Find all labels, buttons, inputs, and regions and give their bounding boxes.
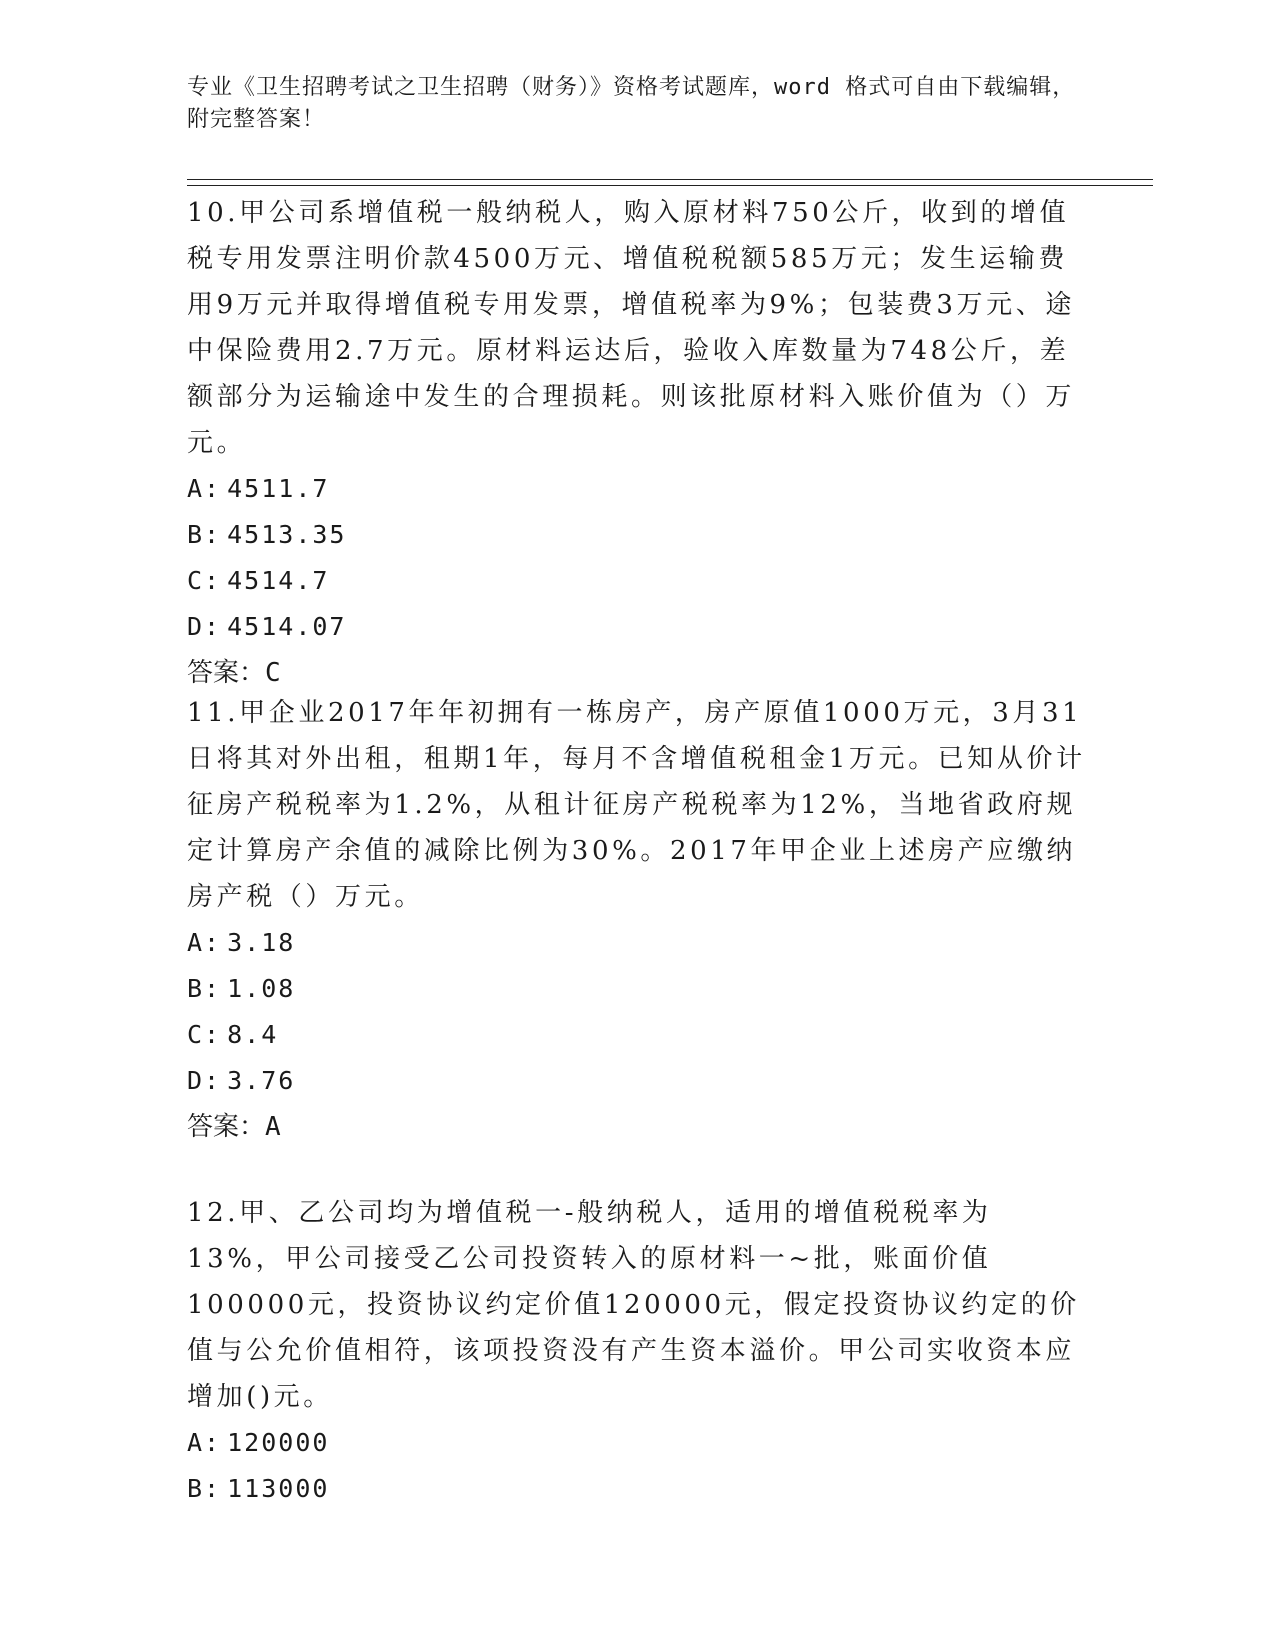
option-b [187, 1466, 1087, 1512]
option-c [187, 558, 1087, 604]
option-value: 120000 [227, 1428, 330, 1457]
option-letter: B: [187, 974, 222, 1003]
option-value: 4514.07 [227, 612, 347, 641]
option-letter: B: [187, 520, 222, 549]
option-b [187, 966, 1087, 1012]
document-header [187, 72, 1087, 136]
option-a [187, 466, 1087, 512]
option-letter: C: [187, 1020, 222, 1049]
option-c [187, 1012, 1087, 1058]
option-a [187, 1420, 1087, 1466]
header-divider-line-double [187, 185, 1153, 186]
option-value: 4513.35 [227, 520, 347, 549]
option-a [187, 920, 1087, 966]
question-12 [187, 1190, 1087, 1512]
option-value: 1.08 [227, 974, 296, 1003]
option-b [187, 512, 1087, 558]
answer-label: 答案： [187, 1112, 266, 1142]
question-stem: 11.甲企业2017年年初拥有一栋房产，房产原值1000万元，3月31日将其对外出租，租期1年，每月不含增值税租金1万元。已知从价计征房产税税率为1.2%，从租计征房产税税率为12%，当地省政府规定计算房产余值的减除比例为30%。2017年甲企业上述房产应缴纳房产税（）万元。 [187, 698, 1086, 912]
option-letter: D: [187, 612, 222, 641]
option-letter: D: [187, 1066, 222, 1095]
answer-value: C [265, 658, 281, 688]
option-letter: A: [187, 1428, 222, 1457]
option-value: 4511.7 [227, 474, 330, 503]
option-d [187, 604, 1087, 650]
option-letter: C: [187, 566, 222, 595]
option-value: 3.18 [227, 928, 296, 957]
option-value: 4514.7 [227, 566, 330, 595]
option-d [187, 1058, 1087, 1104]
option-letter: A: [187, 474, 222, 503]
answer-label: 答案： [187, 658, 266, 688]
answer-value: A [265, 1112, 281, 1142]
question-11 [187, 690, 1087, 1150]
header-divider-line [187, 179, 1153, 180]
option-value: 3.76 [227, 1066, 296, 1095]
option-value: 113000 [227, 1474, 330, 1503]
option-letter: A: [187, 928, 222, 957]
question-stem: 10.甲公司系增值税一般纳税人，购入原材料750公斤，收到的增值税专用发票注明价款4500万元、增值税税额585万元；发生运输费用9万元并取得增值税专用发票，增值税率为9%；包装费3万元、途中保险费用2.7万元。原材料运达后，验收入库数量为748公斤，差额部分为运输途中发生的合理损耗。则该批原材料入账价值为（）万元。 [187, 198, 1076, 458]
option-letter: B: [187, 1474, 222, 1503]
question-stem: 12.甲、乙公司均为增值税一-般纳税人，适用的增值税税率为13%，甲公司接受乙公司投资转入的原材料一~批，账面价值100000元，投资协议约定价值120000元，假定投资协议约定的价值与公允价值相符，该项投资没有产生资本溢价。甲公司实收资本应增加()元。 [187, 1198, 1080, 1412]
option-value: 8.4 [227, 1020, 279, 1049]
question-10 [187, 190, 1087, 696]
answer-line [187, 1104, 1087, 1150]
header-intro-text: 专业《卫生招聘考试之卫生招聘（财务）》资格考试题库，word 格式可自由下载编辑，附完整答案！ [187, 75, 1076, 132]
